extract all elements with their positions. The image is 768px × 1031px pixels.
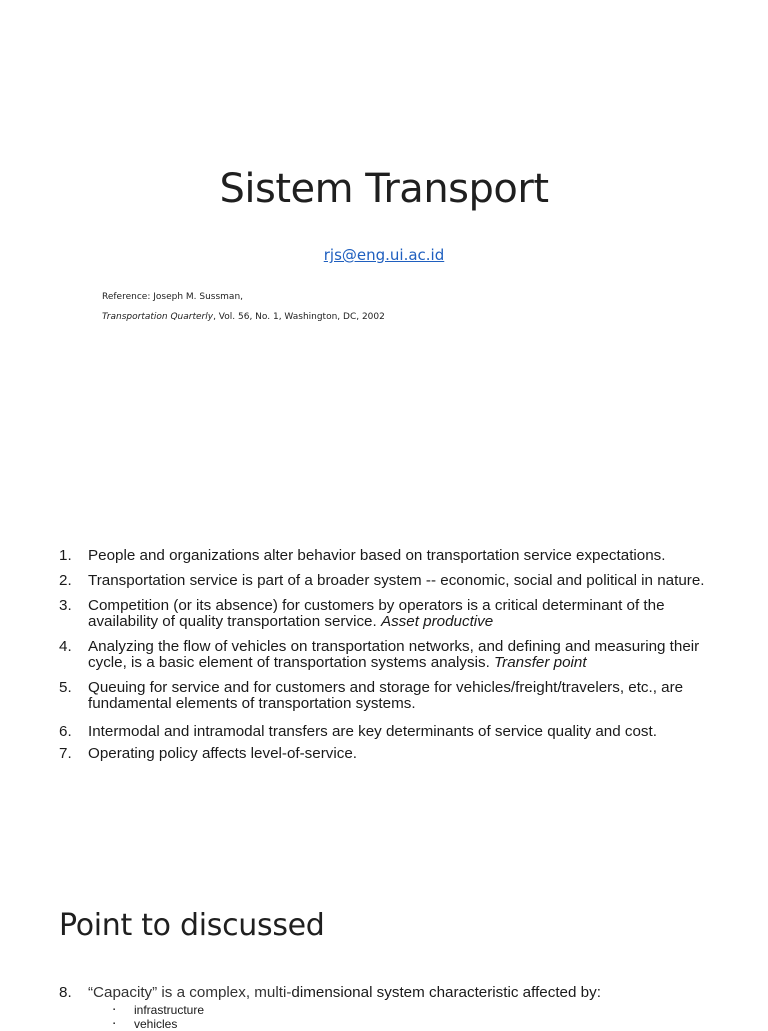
list-item [59,548,719,564]
slide-heading: Point to discussed [59,908,325,943]
list-number: 7. [59,745,72,762]
sub-list [113,1003,739,1031]
slide-title: Sistem Transport [219,166,549,212]
reference-source [102,312,385,322]
list-number: 4. [59,638,72,655]
capacity-section [59,985,739,1031]
list-item [59,639,719,671]
list-item [59,573,719,589]
list-number: 6. [59,723,72,740]
points-list [59,548,719,771]
list-emphasis: Transfer point [494,654,587,671]
list-text: Intermodal and intramodal transfers are key determinants of service quality and cost. [88,723,657,740]
sub-list-item: ▪ vehicles [113,1017,739,1031]
list-item [59,724,719,740]
list-number: 1. [59,547,72,564]
list-number: 5. [59,679,72,696]
reference-journal: Transportation Quarterly [102,312,214,322]
list-item [59,746,719,762]
title-slide [0,0,768,430]
list-item [59,985,739,1001]
list-text: “Capacity” is a complex, multi- [88,984,292,1001]
list-text-continued: dimensional system characteristic affected by: [291,984,601,1001]
email-link[interactable]: rjs@eng.ui.ac.id [323,246,445,264]
sub-list-item: ▪ infrastructure [113,1003,739,1017]
list-number: 8. [59,984,72,1001]
list-number: 3. [59,597,72,614]
list-emphasis: Asset productive [380,613,494,630]
list-item [59,598,719,630]
list-text: Queuing for service and for customers and storage for vehicles/freight/travelers, etc., are fundamental elements of transportation systems. [88,679,684,712]
list-text: Analyzing the flow of vehicles on transportation networks, and defining and measuring their cycle, is a basic element of transportation systems analysis. [88,638,700,671]
list-text: Operating policy affects level-of-service. [88,745,357,762]
list-item [59,680,719,712]
list-text: Transportation service is part of a broader system -- economic, social and political in nature. [88,572,705,589]
reference-author: Reference: Joseph M. Sussman, [102,292,244,302]
list-text: People and organizations alter behavior based on transportation service expectations. [88,547,666,564]
list-text: Competition (or its absence) for customers by operators is a critical determinant of the availability of quality transportation service. [88,597,665,630]
reference-details: , Vol. 56, No. 1, Washington, DC, 2002 [213,312,385,322]
list-number: 2. [59,572,72,589]
